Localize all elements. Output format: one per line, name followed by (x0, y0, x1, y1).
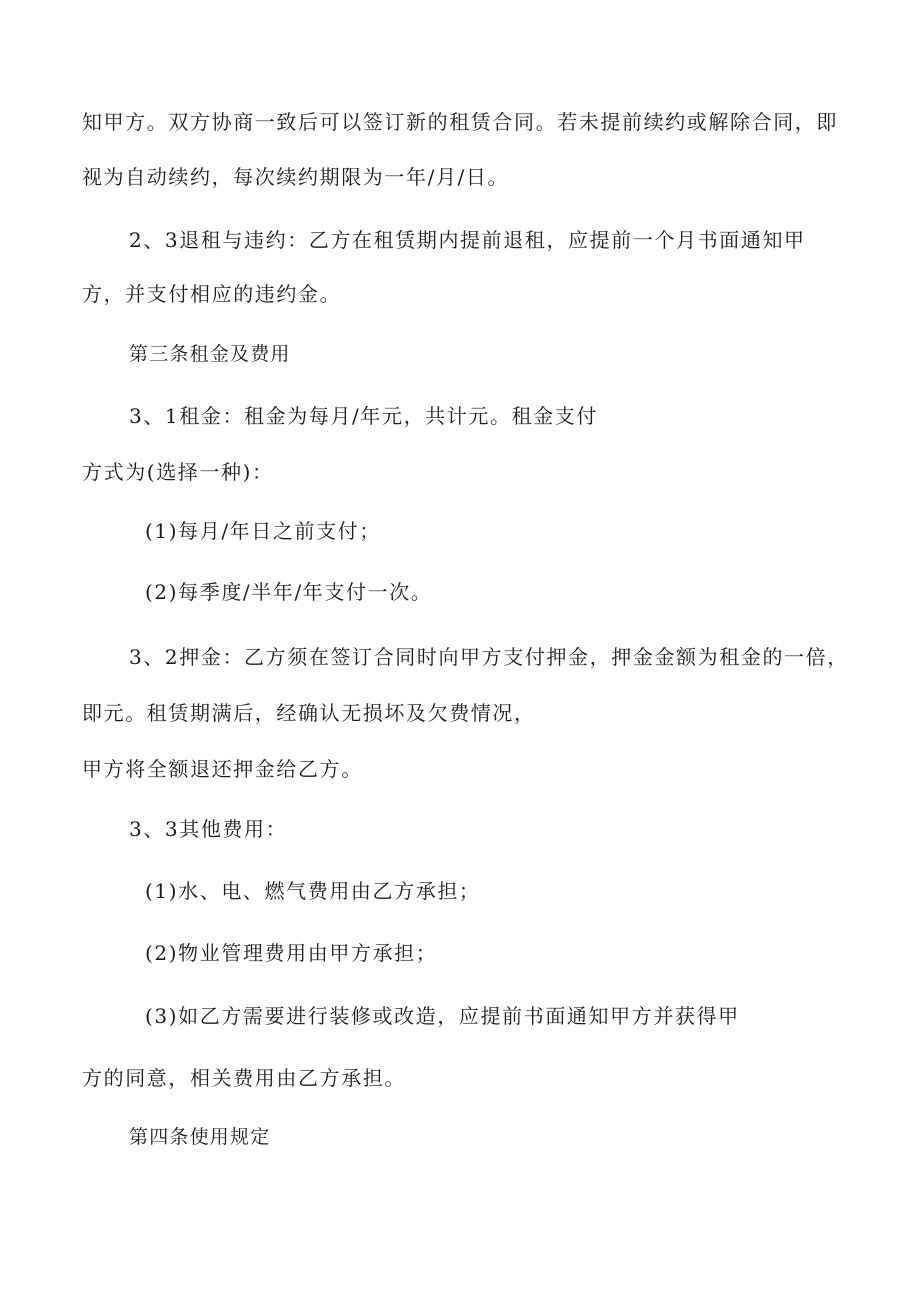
clause-2-3-line: 2、3退租与违约：乙方在租赁期内提前退租，应提前一个月书面通知甲 (129, 228, 806, 252)
paragraph-line: 视为自动续约，每次续约期限为一年/月/日。 (82, 165, 510, 189)
paragraph-line: 知甲方。双方协商一致后可以签订新的租赁合同。若未提前续约或解除合同，即 (82, 110, 838, 134)
paragraph-line: 方式为(选择一种)： (82, 460, 274, 484)
section-heading-article-4: 第四条使用规定 (129, 1126, 271, 1148)
paragraph-line: 方的同意，相关费用由乙方承担。 (82, 1066, 406, 1090)
paragraph-line: 甲方将全额退还押金给乙方。 (82, 757, 363, 781)
list-item: (1)水、电、燃气费用由乙方承担； (145, 879, 481, 903)
paragraph-line: 方，并支付相应的违约金。 (82, 282, 342, 306)
paragraph-line: 即元。租赁期满后，经确认无损坏及欠费情况， (82, 701, 536, 725)
clause-3-3-line: 3、3其他费用： (129, 817, 288, 841)
section-heading-article-3: 第三条租金及费用 (129, 343, 291, 365)
clause-3-2-line: 3、2押金：乙方须在签订合同时向甲方支付押金，押金金额为租金的一倍， (129, 645, 849, 669)
clause-3-1-line: 3、1租金：租金为每月/年元，共计元。租金支付 (129, 404, 598, 428)
list-item: (1)每月/年日之前支付； (145, 519, 381, 543)
list-item: (3)如乙方需要进行装修或改造，应提前书面通知甲方并获得甲 (145, 1004, 740, 1028)
list-item: (2)物业管理费用由甲方承担； (145, 941, 438, 965)
list-item: (2)每季度/半年/年支付一次。 (145, 580, 433, 604)
